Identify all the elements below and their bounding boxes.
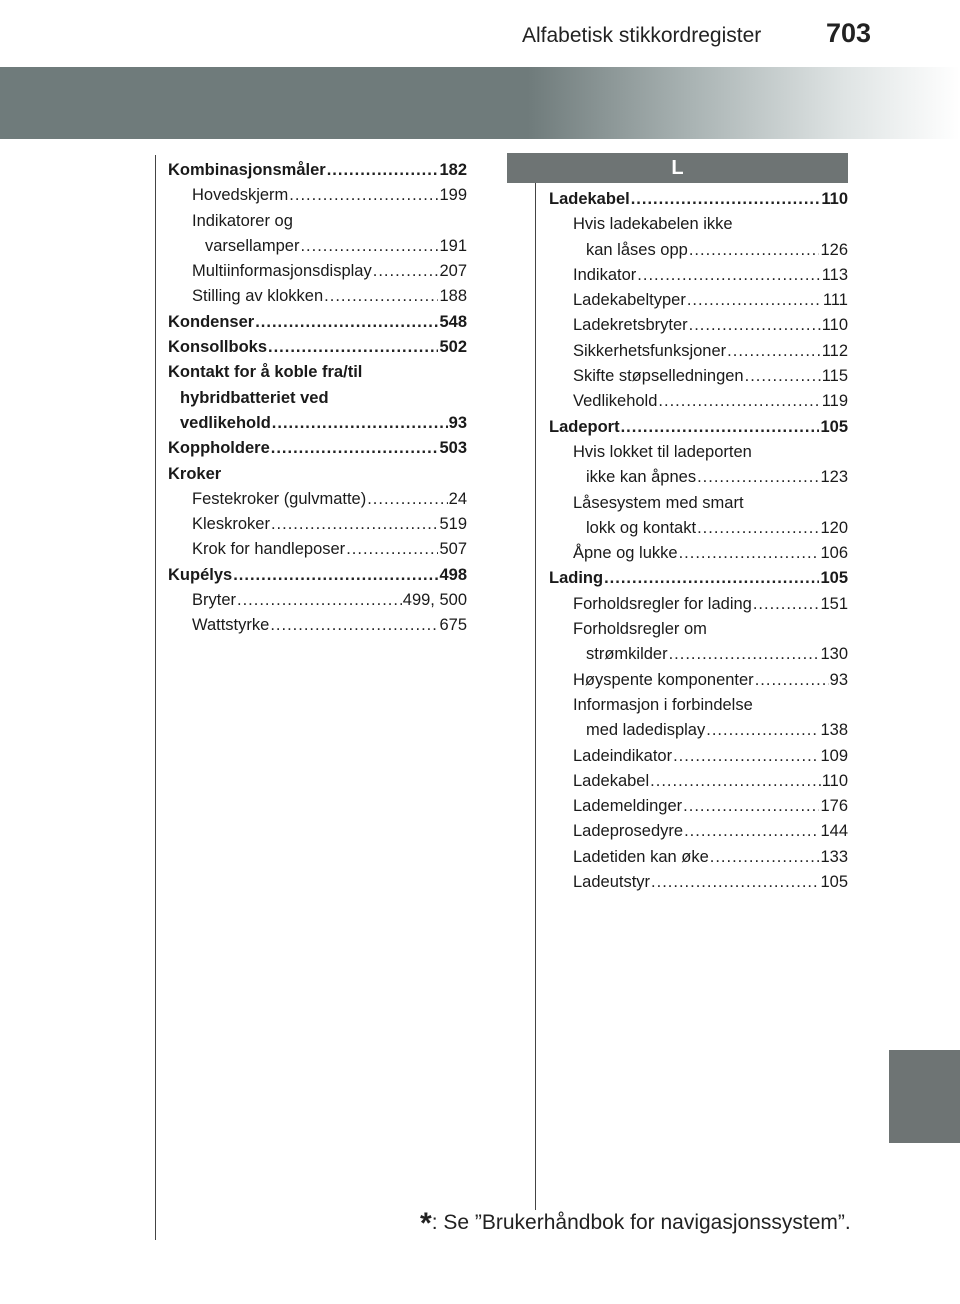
index-subentry <box>168 487 467 512</box>
entry-page-ref: 120 <box>820 518 848 537</box>
index-entry <box>168 462 467 487</box>
entry-label: ikke kan åpnes <box>586 468 697 487</box>
entry-page-ref: 119 <box>821 392 848 411</box>
entry-page-ref: 503 <box>439 439 467 458</box>
entry-label: Konsollboks <box>168 338 268 357</box>
footnote <box>420 1207 851 1241</box>
entry-page-ref: 130 <box>820 645 848 664</box>
index-subentry <box>549 744 848 769</box>
entry-label: Hvis ladekabelen ikke <box>573 215 733 234</box>
entry-label: Låsesystem med smart <box>573 493 744 512</box>
entry-label: med ladedisplay <box>586 721 706 740</box>
index-subentry <box>549 440 848 465</box>
entry-label: Kombinasjonsmåler <box>168 161 326 179</box>
entry-page-ref: 105 <box>820 417 848 436</box>
index-subentry <box>549 617 848 642</box>
entry-label: Ladeport <box>549 417 620 436</box>
entry-page-ref: 113 <box>821 265 848 284</box>
index-subentry <box>168 209 467 234</box>
index-subentry <box>549 263 848 288</box>
left-column-rule <box>155 155 156 1240</box>
entry-page-ref: 151 <box>820 594 848 613</box>
leader-dots <box>271 512 439 537</box>
index-entry <box>168 310 467 335</box>
middle-column-rule <box>535 155 536 1210</box>
entry-label: Kondenser <box>168 312 255 331</box>
entry-label: Lademeldinger <box>573 797 683 816</box>
index-entry <box>549 566 848 591</box>
index-subentry <box>549 491 848 516</box>
leader-dots <box>621 415 820 440</box>
entry-page-ref: 109 <box>820 746 848 765</box>
entry-label: Ladekabel <box>549 190 630 208</box>
section-letter-header: L <box>507 153 848 183</box>
leader-dots <box>268 335 438 360</box>
index-entry <box>549 187 848 212</box>
entry-label: Forholdsregler for lading <box>573 594 752 613</box>
leader-dots <box>300 234 438 259</box>
index-column-right <box>549 187 848 895</box>
leader-dots <box>255 310 438 335</box>
entry-label: Kontakt for å koble fra/til <box>168 363 363 382</box>
entry-label: varsellamper <box>205 236 300 255</box>
entry-label: Bryter <box>192 591 237 610</box>
index-column-left <box>168 158 467 639</box>
entry-page-ref: 502 <box>439 338 467 357</box>
entry-label: Høyspente komponenter <box>573 670 754 689</box>
index-subentry <box>168 183 467 208</box>
index-subentry <box>549 845 848 870</box>
entry-label: Ladeprosedyre <box>573 822 684 841</box>
leader-dots <box>697 516 819 541</box>
entry-page-ref: 176 <box>820 797 848 816</box>
entry-page-ref: 110 <box>821 771 848 790</box>
index-subentry <box>549 668 848 693</box>
index-subentry <box>549 389 848 414</box>
entry-page-ref: 105 <box>820 569 848 588</box>
leader-dots <box>755 668 829 693</box>
entry-page-ref: 105 <box>820 873 848 892</box>
index-subentry <box>549 364 848 389</box>
index-subentry <box>549 592 848 617</box>
entry-page-ref: 126 <box>820 240 848 259</box>
entry-label: Indikator <box>573 265 637 284</box>
leader-dots <box>367 487 447 512</box>
index-subentry <box>549 465 848 490</box>
leader-dots <box>669 642 820 667</box>
leader-dots <box>373 259 439 284</box>
leader-dots <box>233 563 438 588</box>
index-entry <box>168 360 467 385</box>
entry-label: Multiinformasjonsdisplay <box>192 262 372 281</box>
footnote-asterisk: * <box>420 1207 432 1240</box>
leader-dots <box>631 187 821 212</box>
index-subentry <box>549 642 848 667</box>
entry-label: Åpne og lukke <box>573 544 678 563</box>
entry-label: Kroker <box>168 464 222 483</box>
leader-dots <box>710 845 820 870</box>
index-subentry <box>168 259 467 284</box>
leader-dots <box>324 284 438 309</box>
leader-dots <box>706 718 819 743</box>
index-subentry <box>549 819 848 844</box>
entry-label: strømkilder <box>586 645 668 664</box>
leader-dots <box>727 339 821 364</box>
entry-page-ref: 498 <box>439 565 467 584</box>
entry-page-ref: 111 <box>822 291 848 310</box>
page-number: 703 <box>826 18 872 48</box>
leader-dots <box>689 313 821 338</box>
index-entry <box>168 563 467 588</box>
index-subentry <box>549 516 848 541</box>
index-subentry <box>168 588 467 613</box>
entry-page-ref: 110 <box>821 316 848 335</box>
footnote-text: : Se ”Brukerhåndbok for navigasjonssystem”. <box>431 1211 851 1234</box>
index-subentry <box>168 613 467 638</box>
entry-page-ref: 138 <box>820 721 848 740</box>
header-banner <box>0 67 960 139</box>
entry-page-ref: 93 <box>448 413 467 432</box>
entry-label: Informasjon i forbindelse <box>573 695 753 714</box>
leader-dots <box>346 537 438 562</box>
entry-label: Ladeindikator <box>573 746 673 765</box>
entry-page-ref: 507 <box>439 540 467 559</box>
index-subentry <box>168 386 467 411</box>
entry-label: lokk og kontakt <box>586 518 697 537</box>
index-subentry <box>549 339 848 364</box>
chapter-thumb-tab <box>889 1050 960 1143</box>
entry-label: hybridbatteriet ved <box>180 388 329 407</box>
leader-dots <box>687 288 822 313</box>
leader-dots <box>237 588 402 613</box>
leader-dots <box>327 158 439 183</box>
index-subentry <box>549 769 848 794</box>
entry-page-ref: 123 <box>820 468 848 487</box>
leader-dots <box>650 769 821 794</box>
entry-page-ref: 24 <box>448 489 467 508</box>
entry-page-ref: 519 <box>439 515 467 534</box>
index-entry <box>168 335 467 360</box>
leader-dots <box>271 436 439 461</box>
index-entry <box>168 158 467 183</box>
entry-page-ref: 499, 500 <box>402 591 467 610</box>
entry-page-ref: 133 <box>820 847 848 866</box>
index-subentry <box>168 284 467 309</box>
entry-label: Skifte støpselledningen <box>573 367 744 386</box>
leader-dots <box>679 541 820 566</box>
entry-page-ref: 548 <box>439 312 467 331</box>
entry-label: Ladekabel <box>573 771 650 790</box>
index-subentry <box>549 794 848 819</box>
entry-label: Festekroker (gulvmatte) <box>192 489 367 508</box>
index-subentry <box>549 718 848 743</box>
leader-dots <box>272 411 448 436</box>
index-subentry <box>549 212 848 237</box>
entry-label: Lading <box>549 569 604 588</box>
entry-page-ref: 144 <box>820 822 848 841</box>
entry-label: Indikatorer og <box>192 211 293 230</box>
entry-label: Hovedskjerm <box>192 186 289 205</box>
entry-page-ref: 191 <box>439 236 467 255</box>
index-subentry <box>168 512 467 537</box>
entry-label: Stilling av klokken <box>192 287 324 306</box>
leader-dots <box>673 744 819 769</box>
index-subentry <box>549 313 848 338</box>
entry-label: Koppholdere <box>168 439 270 458</box>
entry-label: Vedlikehold <box>573 392 658 411</box>
entry-label: Hvis lokket til ladeporten <box>573 442 752 461</box>
index-entry <box>168 436 467 461</box>
leader-dots <box>753 592 820 617</box>
index-subentry <box>168 537 467 562</box>
entry-page-ref: 675 <box>439 616 467 635</box>
entry-page-ref: 112 <box>821 341 848 360</box>
leader-dots <box>689 238 820 263</box>
entry-label: Ladekabeltyper <box>573 291 686 310</box>
index-subentry <box>549 541 848 566</box>
entry-label: Ladeutstyr <box>573 873 651 892</box>
index-subentry <box>549 693 848 718</box>
entry-label: Forholdsregler om <box>573 620 707 639</box>
entry-page-ref: 199 <box>439 186 467 205</box>
entry-label: Sikkerhetsfunksjoner <box>573 341 727 360</box>
entry-page-ref: 207 <box>439 262 467 281</box>
leader-dots <box>637 263 820 288</box>
entry-page-ref: 106 <box>820 544 848 563</box>
entry-label: vedlikehold <box>180 413 271 432</box>
entry-label: kan låses opp <box>586 240 688 259</box>
leader-dots <box>651 870 819 895</box>
entry-label: Krok for handleposer <box>192 540 346 559</box>
entry-label: Ladekretsbryter <box>573 316 688 335</box>
entry-page-ref: 110 <box>821 190 848 208</box>
leader-dots <box>745 364 821 389</box>
leader-dots <box>289 183 438 208</box>
leader-dots <box>684 819 819 844</box>
entry-label: Kleskroker <box>192 515 270 534</box>
leader-dots <box>697 465 819 490</box>
index-subentry <box>549 288 848 313</box>
entry-page-ref: 93 <box>829 670 848 689</box>
leader-dots <box>604 566 819 591</box>
entry-label: Ladetiden kan øke <box>573 847 709 866</box>
entry-page-ref: 115 <box>821 367 848 386</box>
entry-label: Wattstyrke <box>192 616 270 635</box>
index-subentry <box>168 234 467 259</box>
leader-dots <box>270 613 438 638</box>
leader-dots <box>683 794 819 819</box>
index-subentry <box>549 238 848 263</box>
entry-page-ref: 182 <box>439 161 467 179</box>
index-subentry <box>168 411 467 436</box>
index-subentry <box>549 870 848 895</box>
leader-dots <box>658 389 820 414</box>
entry-page-ref: 188 <box>439 287 467 306</box>
running-header-title: Alfabetisk stikkordregister <box>522 24 762 47</box>
entry-label: Kupélys <box>168 565 233 584</box>
index-entry <box>549 415 848 440</box>
